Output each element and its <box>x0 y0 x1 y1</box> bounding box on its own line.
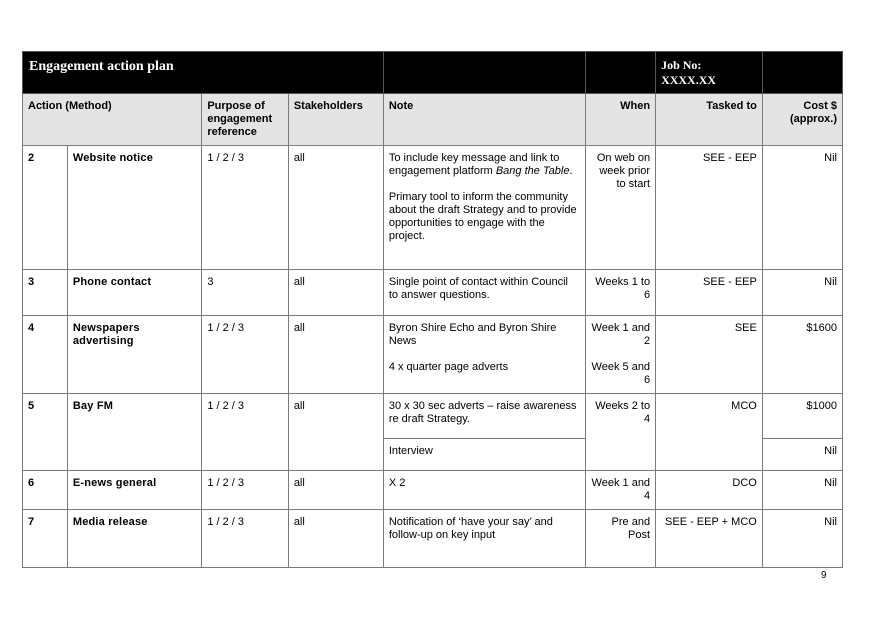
row-note: Notification of ‘have your say’ and follow-up on key input <box>383 510 585 568</box>
row-purpose: 1 / 2 / 3 <box>202 394 288 471</box>
row-purpose: 1 / 2 / 3 <box>202 316 288 394</box>
title-spacer-cell <box>762 52 842 94</box>
header-stakeholders: Stakeholders <box>288 94 383 146</box>
row-tasked: SEE - EEP <box>656 270 763 316</box>
header-when: When <box>585 94 655 146</box>
header-note: Note <box>383 94 585 146</box>
table-row <box>23 394 843 439</box>
header-cost: Cost $ (approx.) <box>762 94 842 146</box>
row-stakeholders: all <box>288 471 383 510</box>
title-row <box>23 52 843 94</box>
row-action: E-news general <box>67 471 202 510</box>
table-row <box>23 471 843 510</box>
job-no-label: Job No: <box>661 58 702 72</box>
row-number: 5 <box>23 394 68 471</box>
row-cost-sub: Nil <box>762 439 842 471</box>
table-row <box>23 316 843 394</box>
header-action: Action (Method) <box>23 94 202 146</box>
row-when: Weeks 1 to 6 <box>585 270 655 316</box>
row-when: Week 1 and 2 Week 5 and 6 <box>585 316 655 394</box>
row-cost: Nil <box>762 510 842 568</box>
row-stakeholders: all <box>288 316 383 394</box>
row-note: Single point of contact within Council to answer questions. <box>383 270 585 316</box>
row-tasked: DCO <box>656 471 763 510</box>
row-tasked: SEE - EEP <box>656 146 763 270</box>
row-tasked: SEE - EEP + MCO <box>656 510 763 568</box>
title-spacer-cell <box>585 52 655 94</box>
row-action: Website notice <box>67 146 202 270</box>
table-row <box>23 270 843 316</box>
title-spacer-cell <box>383 52 585 94</box>
row-stakeholders: all <box>288 394 383 471</box>
row-action: Newspapers advertising <box>67 316 202 394</box>
row-cost: Nil <box>762 270 842 316</box>
row-note-sub: Interview <box>383 439 585 471</box>
job-no-cell <box>656 52 763 94</box>
row-purpose: 1 / 2 / 3 <box>202 471 288 510</box>
row-number: 6 <box>23 471 68 510</box>
row-action: Media release <box>67 510 202 568</box>
row-purpose: 1 / 2 / 3 <box>202 146 288 270</box>
table-title-cell <box>23 52 384 94</box>
row-note: To include key message and link to engagement platform Bang the Table. Primary tool to inform the community about the draft Strategy and to provide opportunities to engage with the project. <box>383 146 585 270</box>
job-no-value: XXXX.XX <box>661 73 717 87</box>
row-when: Week 1 and 4 <box>585 471 655 510</box>
page-number: 9 <box>821 570 827 581</box>
row-cost: $1600 <box>762 316 842 394</box>
row-note: Byron Shire Echo and Byron Shire News 4 x quarter page adverts <box>383 316 585 394</box>
row-note: X 2 <box>383 471 585 510</box>
row-stakeholders: all <box>288 270 383 316</box>
header-row <box>23 94 843 146</box>
table-row <box>23 510 843 568</box>
row-number: 3 <box>23 270 68 316</box>
row-purpose: 1 / 2 / 3 <box>202 510 288 568</box>
row-when: Pre and Post <box>585 510 655 568</box>
header-purpose: Purpose of engagement reference <box>202 94 288 146</box>
row-cost: Nil <box>762 146 842 270</box>
header-tasked: Tasked to <box>656 94 763 146</box>
row-cost: $1000 <box>762 394 842 439</box>
row-tasked: SEE <box>656 316 763 394</box>
row-stakeholders: all <box>288 146 383 270</box>
row-when: Weeks 2 to 4 <box>585 394 655 471</box>
row-action: Bay FM <box>67 394 202 471</box>
row-action: Phone contact <box>67 270 202 316</box>
row-purpose: 3 <box>202 270 288 316</box>
row-when: On web on week prior to start <box>585 146 655 270</box>
table-row <box>23 146 843 270</box>
engagement-action-plan-table <box>22 51 843 568</box>
row-note: 30 x 30 sec adverts – raise awareness re draft Strategy. <box>383 394 585 439</box>
row-cost: Nil <box>762 471 842 510</box>
row-number: 2 <box>23 146 68 270</box>
row-stakeholders: all <box>288 510 383 568</box>
row-number: 7 <box>23 510 68 568</box>
table-title: Engagement action plan <box>29 59 174 74</box>
job-no <box>656 52 762 88</box>
row-tasked: MCO <box>656 394 763 471</box>
row-number: 4 <box>23 316 68 394</box>
